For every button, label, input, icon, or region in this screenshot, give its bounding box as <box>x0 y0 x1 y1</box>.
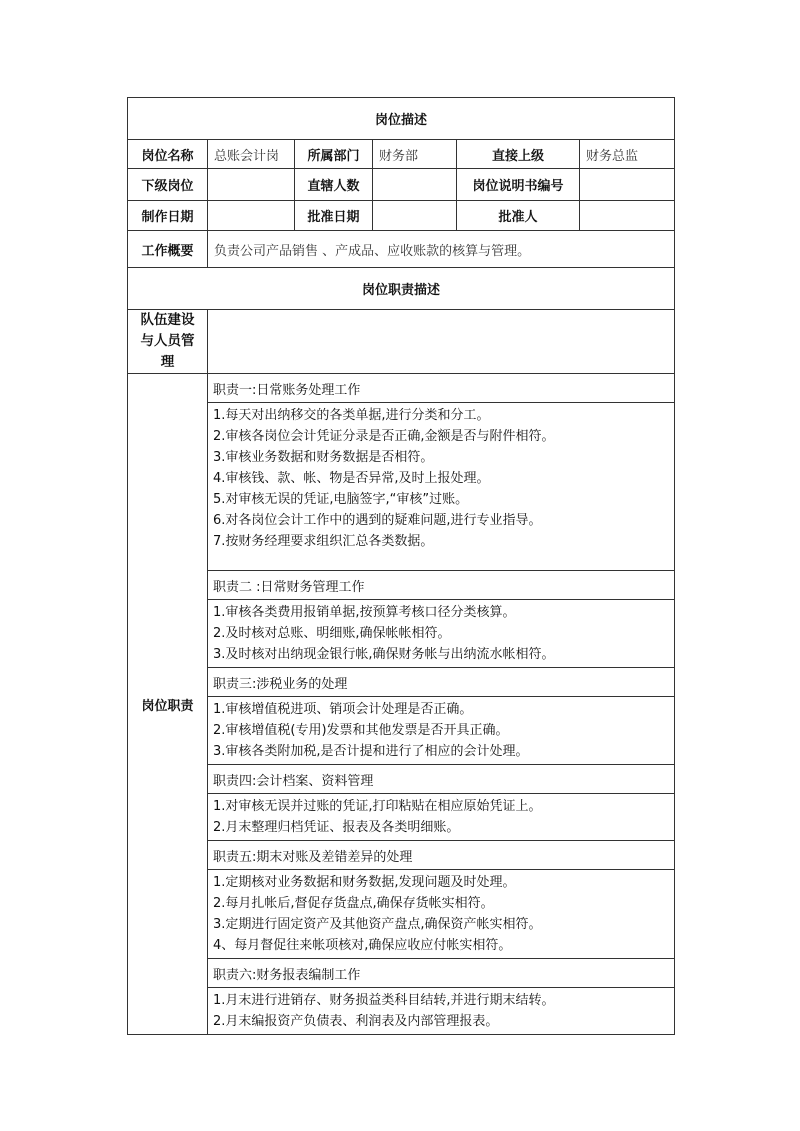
section-3-body-row <box>128 697 675 765</box>
label-department: 所属部门 <box>295 140 373 169</box>
section-1-item-7: 7.按财务经理要求组织汇总各类数据。 <box>213 534 434 549</box>
label-headcount: 直辖人数 <box>295 169 373 201</box>
section-5-item-3: 3.定期进行固定资产及其他资产盘点,确保资产帐实相符。 <box>213 917 542 932</box>
section-3-body <box>208 697 675 765</box>
title-row <box>128 98 675 140</box>
section-3-title: 职责三:涉税业务的处理 <box>208 668 675 697</box>
section-1-item-4: 4.审核钱、款、帐、物是否异常,及时上报处理。 <box>213 471 490 486</box>
section-5-body <box>208 870 675 959</box>
section-5-item-4: 4、每月督促往来帐项核对,确保应收应付帐实相符。 <box>213 938 512 953</box>
label-duties: 岗位职责 <box>128 374 208 1035</box>
section-2-body-row <box>128 600 675 668</box>
section-2-item-3: 3.及时核对出纳现金银行帐,确保财务帐与出纳流水帐相符。 <box>213 647 555 662</box>
label-approver: 批准人 <box>457 201 580 231</box>
section-2-item-1: 1.审核各类费用报销单据,按预算考核口径分类核算。 <box>213 605 516 620</box>
section-1-title: 职责一:日常账务处理工作 <box>208 374 675 403</box>
section-3-item-1: 1.审核增值税进项、销项会计处理是否正确。 <box>213 702 473 717</box>
section-4-item-1: 1.对审核无误并过账的凭证,打印粘贴在相应原始凭证上。 <box>213 799 542 814</box>
section-3-item-2: 2.审核增值税(专用)发票和其他发票是否开具正确。 <box>213 723 509 738</box>
section-1-item-5: 5.对审核无误的凭证,电脑签字,“审核”过账。 <box>213 492 469 507</box>
section-1-item-3: 3.审核业务数据和财务数据是否相符。 <box>213 450 434 465</box>
section-4-body <box>208 794 675 841</box>
section-6-item-2: 2.月末编报资产负债表、利润表及内部管理报表。 <box>213 1014 499 1029</box>
section-4-title: 职责四:会计档案、资料管理 <box>208 765 675 794</box>
info-row-3 <box>128 201 675 231</box>
section-6-body-row <box>128 988 675 1035</box>
label-approve-date: 批准日期 <box>295 201 373 231</box>
section-5-item-2: 2.每月扎帐后,督促存货盘点,确保存货帐实相符。 <box>213 896 494 911</box>
duty-header-row <box>128 268 675 310</box>
label-subordinate: 下级岗位 <box>128 169 208 201</box>
section-6-title-row <box>128 959 675 988</box>
section-2-item-2: 2.及时核对总账、明细账,确保帐帐相符。 <box>213 626 451 641</box>
label-made-date: 制作日期 <box>128 201 208 231</box>
section-5-title: 职责五:期末对账及差错差异的处理 <box>208 841 675 870</box>
info-row-1 <box>128 140 675 169</box>
duty-header: 岗位职责描述 <box>128 268 675 310</box>
section-3-item-3: 3.审核各类附加税,是否计提和进行了相应的会计处理。 <box>213 744 529 759</box>
section-4-title-row <box>128 765 675 794</box>
value-made-date <box>208 201 295 231</box>
section-3-title-row <box>128 668 675 697</box>
section-2-title-row <box>128 571 675 600</box>
section-1-item-1: 1.每天对出纳移交的各类单据,进行分类和分工。 <box>213 408 490 423</box>
value-doc-number <box>580 169 675 201</box>
section-1-item-6: 6.对各岗位会计工作中的遇到的疑难问题,进行专业指导。 <box>213 513 542 528</box>
team-label-line-3: 理 <box>160 354 175 370</box>
job-description-table <box>127 97 675 1035</box>
section-6-title: 职责六:财务报表编制工作 <box>208 959 675 988</box>
section-1-body <box>208 403 675 571</box>
value-direct-superior: 财务总监 <box>580 140 675 169</box>
section-4-item-2: 2.月末整理归档凭证、报表及各类明细账。 <box>213 820 460 835</box>
team-label-line-2: 与人员管 <box>140 333 195 349</box>
label-position-name: 岗位名称 <box>128 140 208 169</box>
team-label-line-1: 队伍建设 <box>140 312 195 328</box>
section-2-body <box>208 600 675 668</box>
value-position-name: 总账会计岗 <box>208 140 295 169</box>
value-team-building <box>208 310 675 374</box>
label-overview: 工作概要 <box>128 231 208 268</box>
section-6-body <box>208 988 675 1035</box>
value-approve-date <box>373 201 457 231</box>
section-1-body-row <box>128 403 675 571</box>
label-doc-number: 岗位说明书编号 <box>457 169 580 201</box>
section-1-item-2: 2.审核各岗位会计凭证分录是否正确,金额是否与附件相符。 <box>213 429 555 444</box>
section-4-body-row <box>128 794 675 841</box>
label-team-building <box>128 310 208 374</box>
value-headcount <box>373 169 457 201</box>
overview-row <box>128 231 675 268</box>
value-approver <box>580 201 675 231</box>
value-subordinate <box>208 169 295 201</box>
section-1-title-row <box>128 374 675 403</box>
value-department: 财务部 <box>373 140 457 169</box>
section-5-body-row <box>128 870 675 959</box>
info-row-2 <box>128 169 675 201</box>
document-title: 岗位描述 <box>128 98 675 140</box>
section-6-item-1: 1.月末进行进销存、财务损益类科目结转,并进行期末结转。 <box>213 993 555 1008</box>
team-row <box>128 310 675 374</box>
label-direct-superior: 直接上级 <box>457 140 580 169</box>
section-5-item-1: 1.定期核对业务数据和财务数据,发现问题及时处理。 <box>213 875 516 890</box>
value-overview: 负责公司产品销售 、产成品、应收账款的核算与管理。 <box>208 231 675 268</box>
section-2-title: 职责二 :日常财务管理工作 <box>208 571 675 600</box>
section-5-title-row <box>128 841 675 870</box>
